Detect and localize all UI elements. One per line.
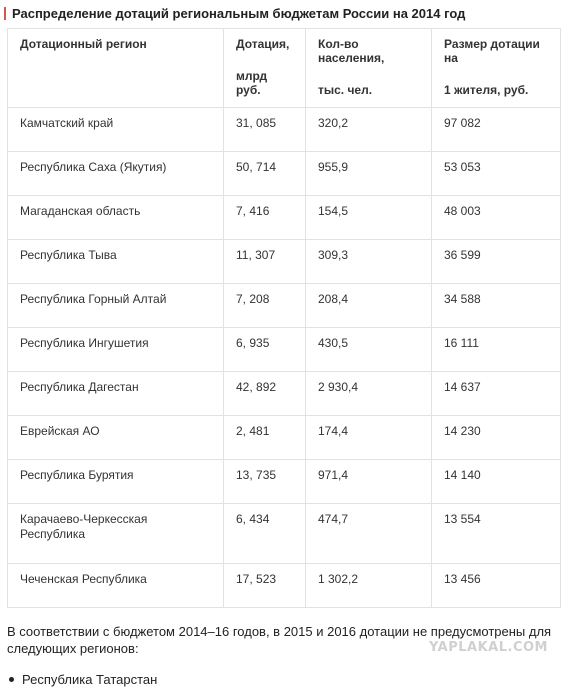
cell-region: Карачаево-Черкесская Республика (8, 504, 224, 564)
cell-subsidy: 7, 416 (224, 196, 306, 240)
cell-subsidy: 42, 892 (224, 372, 306, 416)
table-row (8, 416, 561, 460)
title-accent-bar (4, 7, 6, 20)
cell-population: 1 302,2 (306, 564, 432, 608)
table-row (8, 152, 561, 196)
cell-population: 430,5 (306, 328, 432, 372)
cell-population: 154,5 (306, 196, 432, 240)
cell-population: 971,4 (306, 460, 432, 504)
cell-region: Республика Саха (Якутия) (8, 152, 224, 196)
table-row (8, 372, 561, 416)
cell-region: Чеченская Республика (8, 564, 224, 608)
table-row (8, 284, 561, 328)
cell-per-capita: 16 111 (432, 328, 561, 372)
cell-per-capita: 36 599 (432, 240, 561, 284)
table-row (8, 328, 561, 372)
cell-region: Камчатский край (8, 108, 224, 152)
cell-per-capita: 13 554 (432, 504, 561, 564)
table-header-row (8, 29, 561, 108)
cell-per-capita: 97 082 (432, 108, 561, 152)
table-row (8, 108, 561, 152)
cell-population: 208,4 (306, 284, 432, 328)
table-row (8, 460, 561, 504)
title-text: Распределение дотаций региональным бюджетам России на 2014 год (12, 5, 466, 21)
header-region: Дотационный регион (8, 29, 224, 108)
list-item (7, 671, 407, 688)
table-row (8, 196, 561, 240)
cell-per-capita: 14 637 (432, 372, 561, 416)
cell-subsidy: 7, 208 (224, 284, 306, 328)
cell-per-capita: 34 588 (432, 284, 561, 328)
cell-population: 2 930,4 (306, 372, 432, 416)
cell-region: Республика Ингушетия (8, 328, 224, 372)
cell-subsidy: 17, 523 (224, 564, 306, 608)
cell-subsidy: 2, 481 (224, 416, 306, 460)
cell-subsidy: 6, 935 (224, 328, 306, 372)
list-item-text: Республика Татарстан (22, 672, 158, 687)
body-paragraph: В соответствии с бюджетом 2014–16 годов, в 2015 и 2016 дотации не предусмотрены для следующих регионов: (7, 624, 552, 656)
table-row (8, 240, 561, 284)
cell-region: Республика Горный Алтай (8, 284, 224, 328)
cell-subsidy: 13, 735 (224, 460, 306, 504)
cell-population: 309,3 (306, 240, 432, 284)
cell-subsidy: 11, 307 (224, 240, 306, 284)
table-row (8, 564, 561, 608)
cell-subsidy: 50, 714 (224, 152, 306, 196)
cell-subsidy: 6, 434 (224, 504, 306, 564)
cell-subsidy: 31, 085 (224, 108, 306, 152)
bullet-icon (9, 677, 14, 682)
header-subsidy: Дотация, млрд руб. (224, 29, 306, 108)
cell-region: Республика Дагестан (8, 372, 224, 416)
cell-region: Магаданская область (8, 196, 224, 240)
cell-region: Республика Тыва (8, 240, 224, 284)
cell-population: 174,4 (306, 416, 432, 460)
header-population: Кол-во населения, тыс. чел. (306, 29, 432, 108)
cell-per-capita: 48 003 (432, 196, 561, 240)
cell-population: 320,2 (306, 108, 432, 152)
header-per-capita: Размер дотации на 1 жителя, руб. (432, 29, 561, 108)
cell-per-capita: 14 230 (432, 416, 561, 460)
table-row (8, 504, 561, 564)
cell-population: 474,7 (306, 504, 432, 564)
subsidy-table (7, 28, 561, 608)
cell-population: 955,9 (306, 152, 432, 196)
cell-per-capita: 14 140 (432, 460, 561, 504)
cell-per-capita: 53 053 (432, 152, 561, 196)
cell-per-capita: 13 456 (432, 564, 561, 608)
table-title (4, 3, 564, 23)
cell-region: Еврейская АО (8, 416, 224, 460)
cell-region: Республика Бурятия (8, 460, 224, 504)
watermark-logo: YAPLAKAL.COM (429, 640, 548, 655)
